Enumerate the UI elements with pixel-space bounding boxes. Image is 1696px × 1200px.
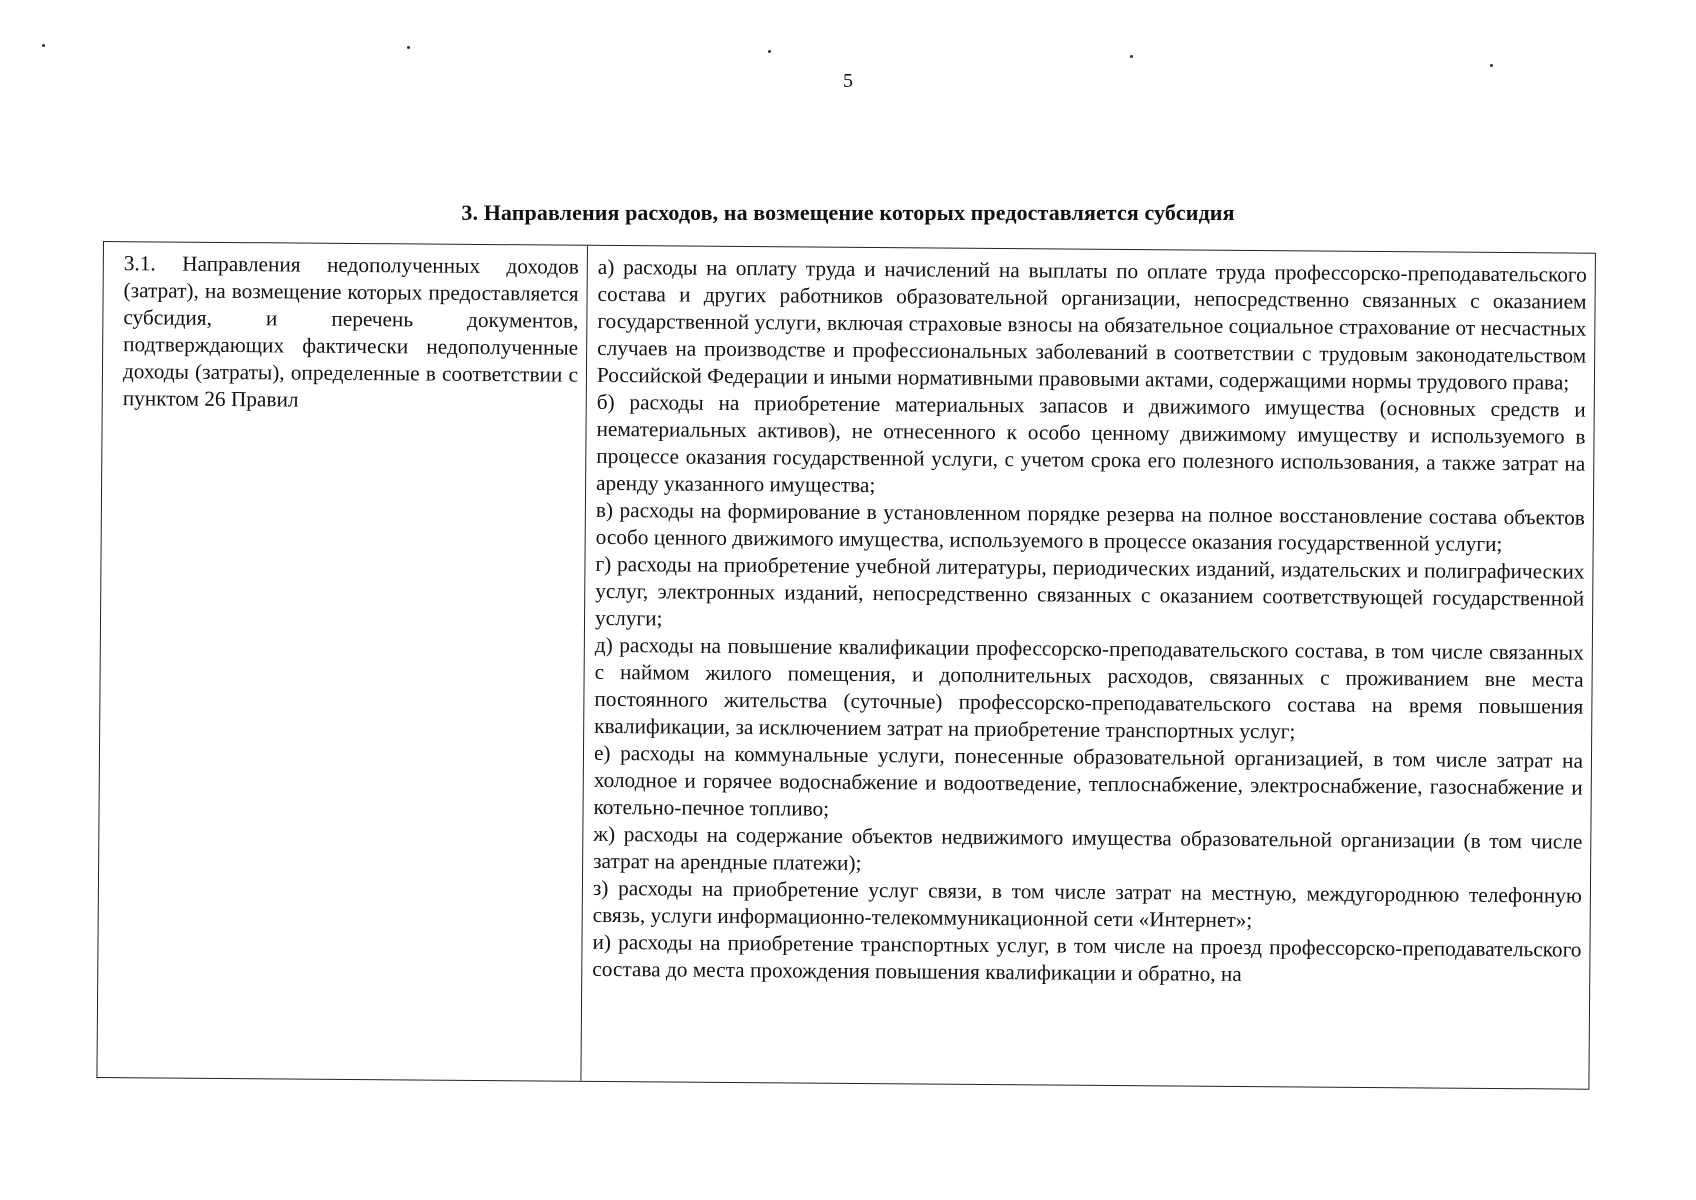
expense-item-d: д) расходы на повышение квалификации профессорско-преподавательского состава, в том числе связанных с наймом жилого помещения, и дополнительных расходов, связанных с проживанием вне места постоянного жительства (суточные) профессорско-преподавательского состава на время повышения квалификации, за исключением затрат на приобретение транспортных услуг; [594,632,1584,744]
expense-item-e: е) расходы на коммунальные услуги, понесенные образовательной организацией, в том числе затрат на холодное и горячее водоснабжение и водоотведение, теплоснабжение, электроснабжение, газоснабжение и котельно-печное топливо; [593,740,1584,821]
expense-item-i: и) расходы на приобретение транспортных услуг, в том числе на проезд профессорско-преподавательского состава до места прохождения повышения квалификации и обратно, на [592,929,1582,986]
expense-item-v: в) расходы на формирование в установленном порядке резерва на полное восстановление состава объектов особо ценного движимого имущества, используемого в процессе оказания государственной услуги; [595,497,1585,556]
table-left-cell: 3.1. Направления недополученных доходов (затрат), на возмещение которых предоставляется субсидия, и перечень документов, подтверждающих фактически недополученные доходы (затраты), определенные в соответствии с пунктом 26 Правил [97,242,588,1081]
scan-speck [407,46,410,49]
expense-item-g: г) расходы на приобретение учебной литературы, периодических изданий, издательских и полиграфических услуг, электронных изданий, непосредственно связанных с оказанием соответствующей государственной услуги; [594,551,1585,631]
scan-speck [42,44,45,47]
expense-item-b: б) расходы на приобретение материальных запасов и движимого имущества (основных средств и нематериальных активов), не отнесенного к особо ценному движимому имуществу и используемого в процессе оказания государственной услуги, с учетом срока его полезного использования, а также затрат на аренду указанного имущества; [596,389,1586,498]
expense-item-zh: ж) расходы на содержание объектов недвижимого имущества образовательной организации (в том числе затрат на арендные платежи); [593,821,1583,875]
expense-table [96,241,1596,1090]
scan-speck [768,50,771,53]
scan-speck [1490,64,1493,67]
expense-item-a: а) расходы на оплату труда и начислений на выплаты по оплате труда профессорско-преподавательского состава и других работников образовательной организации, непосредственно связанных с оказанием государственной услуги, включая страховые взносы на обязательное социальное страхование от несчастных случаев на производстве и профессиональных заболеваний в соответствии с трудовым законодательством Российской Федерации и иными нормативными правовыми актами, содержащими нормы трудового права; [596,254,1587,395]
expense-item-z: з) расходы на приобретение услуг связи, в том числе затрат на местную, междугороднюю телефонную связь, услуги информационно-телекоммуникационной сети «Интернет»; [592,875,1582,933]
section-title: 3. Направления расходов, на возмещение которых предоставляется субсидия [461,200,1235,225]
scan-speck [1130,55,1133,58]
table-right-cell [581,246,1595,1089]
page-number: 5 [843,70,853,92]
